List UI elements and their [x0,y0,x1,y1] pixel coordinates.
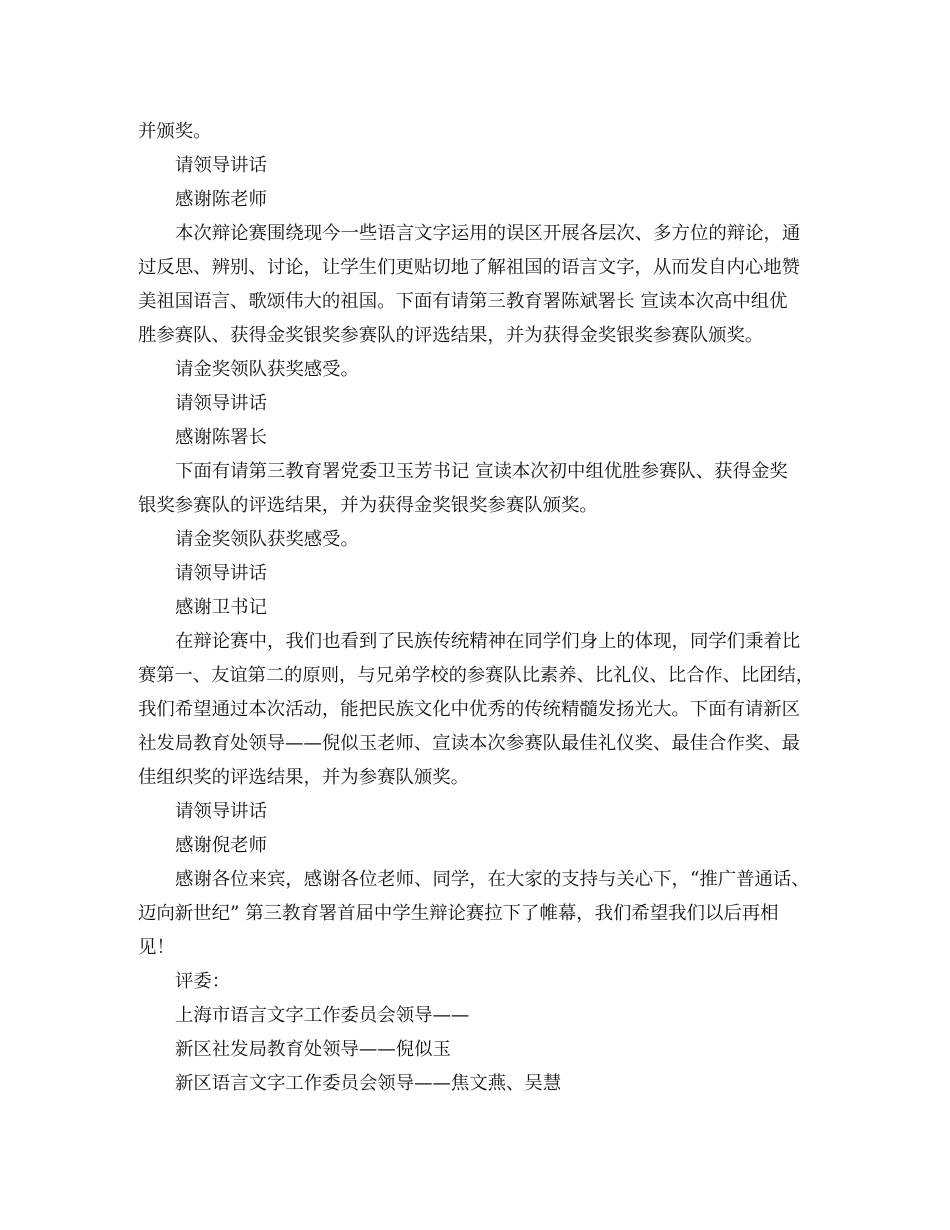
text-line: 请领导讲话 [175,801,267,822]
text-line: 并颁奖。 [138,121,212,142]
text-line: 迈向新世纪” 第三教育署首届中学生辩论赛拉下了帷幕，我们希望我们以后再相 [138,903,779,924]
text-line: 社发局教育处领导——倪似玉老师、宣读本次参赛队最佳礼仪奖、最佳合作奖、最 [138,733,801,754]
text-line: 赛第一、友谊第二的原则，与兄弟学校的参赛队比素养、比礼仪、比合作、比团结， [138,665,814,686]
text-line: 请领导讲话 [175,563,267,584]
text-line: 佳组织奖的评选结果，并为参赛队颁奖。 [138,767,470,788]
text-line: 本次辩论赛围绕现今一些语言文字运用的误区开展各层次、多方位的辩论，通 [175,223,801,244]
text-line: 感谢倪老师 [175,835,267,856]
text-line: 银奖参赛队的评选结果，并为获得金奖银奖参赛队颁奖。 [138,495,598,516]
text-line: 请领导讲话 [175,155,267,176]
text-line: 新区社发局教育处领导——倪似玉 [175,1039,451,1060]
text-line: 上海市语言文字工作委员会领导—— [175,1005,470,1026]
text-line: 过反思、辨别、讨论，让学生们更贴切地了解祖国的语言文字，从而发自内心地赞 [138,257,801,278]
text-line: 感谢陈老师 [175,189,267,210]
text-line: 下面有请第三教育署党委卫玉芳书记 宣读本次初中组优胜参赛队、获得金奖 [175,461,788,482]
text-line: 美祖国语言、歌颂伟大的祖国。下面有请第三教育署陈斌署长 宣读本次高中组优 [138,291,788,312]
text-line: 感谢卫书记 [175,597,267,618]
text-line: 请金奖领队获奖感受。 [175,359,359,380]
text-line: 见！ [138,937,175,958]
text-line: 在辩论赛中，我们也看到了民族传统精神在同学们身上的体现，同学们秉着比 [175,631,801,652]
text-line: 请领导讲话 [175,393,267,414]
text-line: 感谢各位来宾，感谢各位老师、同学，在大家的支持与关心下，“推广普通话、 [175,869,810,890]
document-body [138,115,814,1101]
text-line: 我们希望通过本次活动，能把民族文化中优秀的传统精髓发扬光大。下面有请新区 [138,699,801,720]
text-line: 新区语言文字工作委员会领导——焦文燕、吴慧 [175,1073,562,1094]
text-line: 感谢陈署长 [175,427,267,448]
text-line: 请金奖领队获奖感受。 [175,529,359,550]
text-line: 评委： [175,971,231,992]
text-line: 胜参赛队、获得金奖银奖参赛队的评选结果，并为获得金奖银奖参赛队颁奖。 [138,325,764,346]
